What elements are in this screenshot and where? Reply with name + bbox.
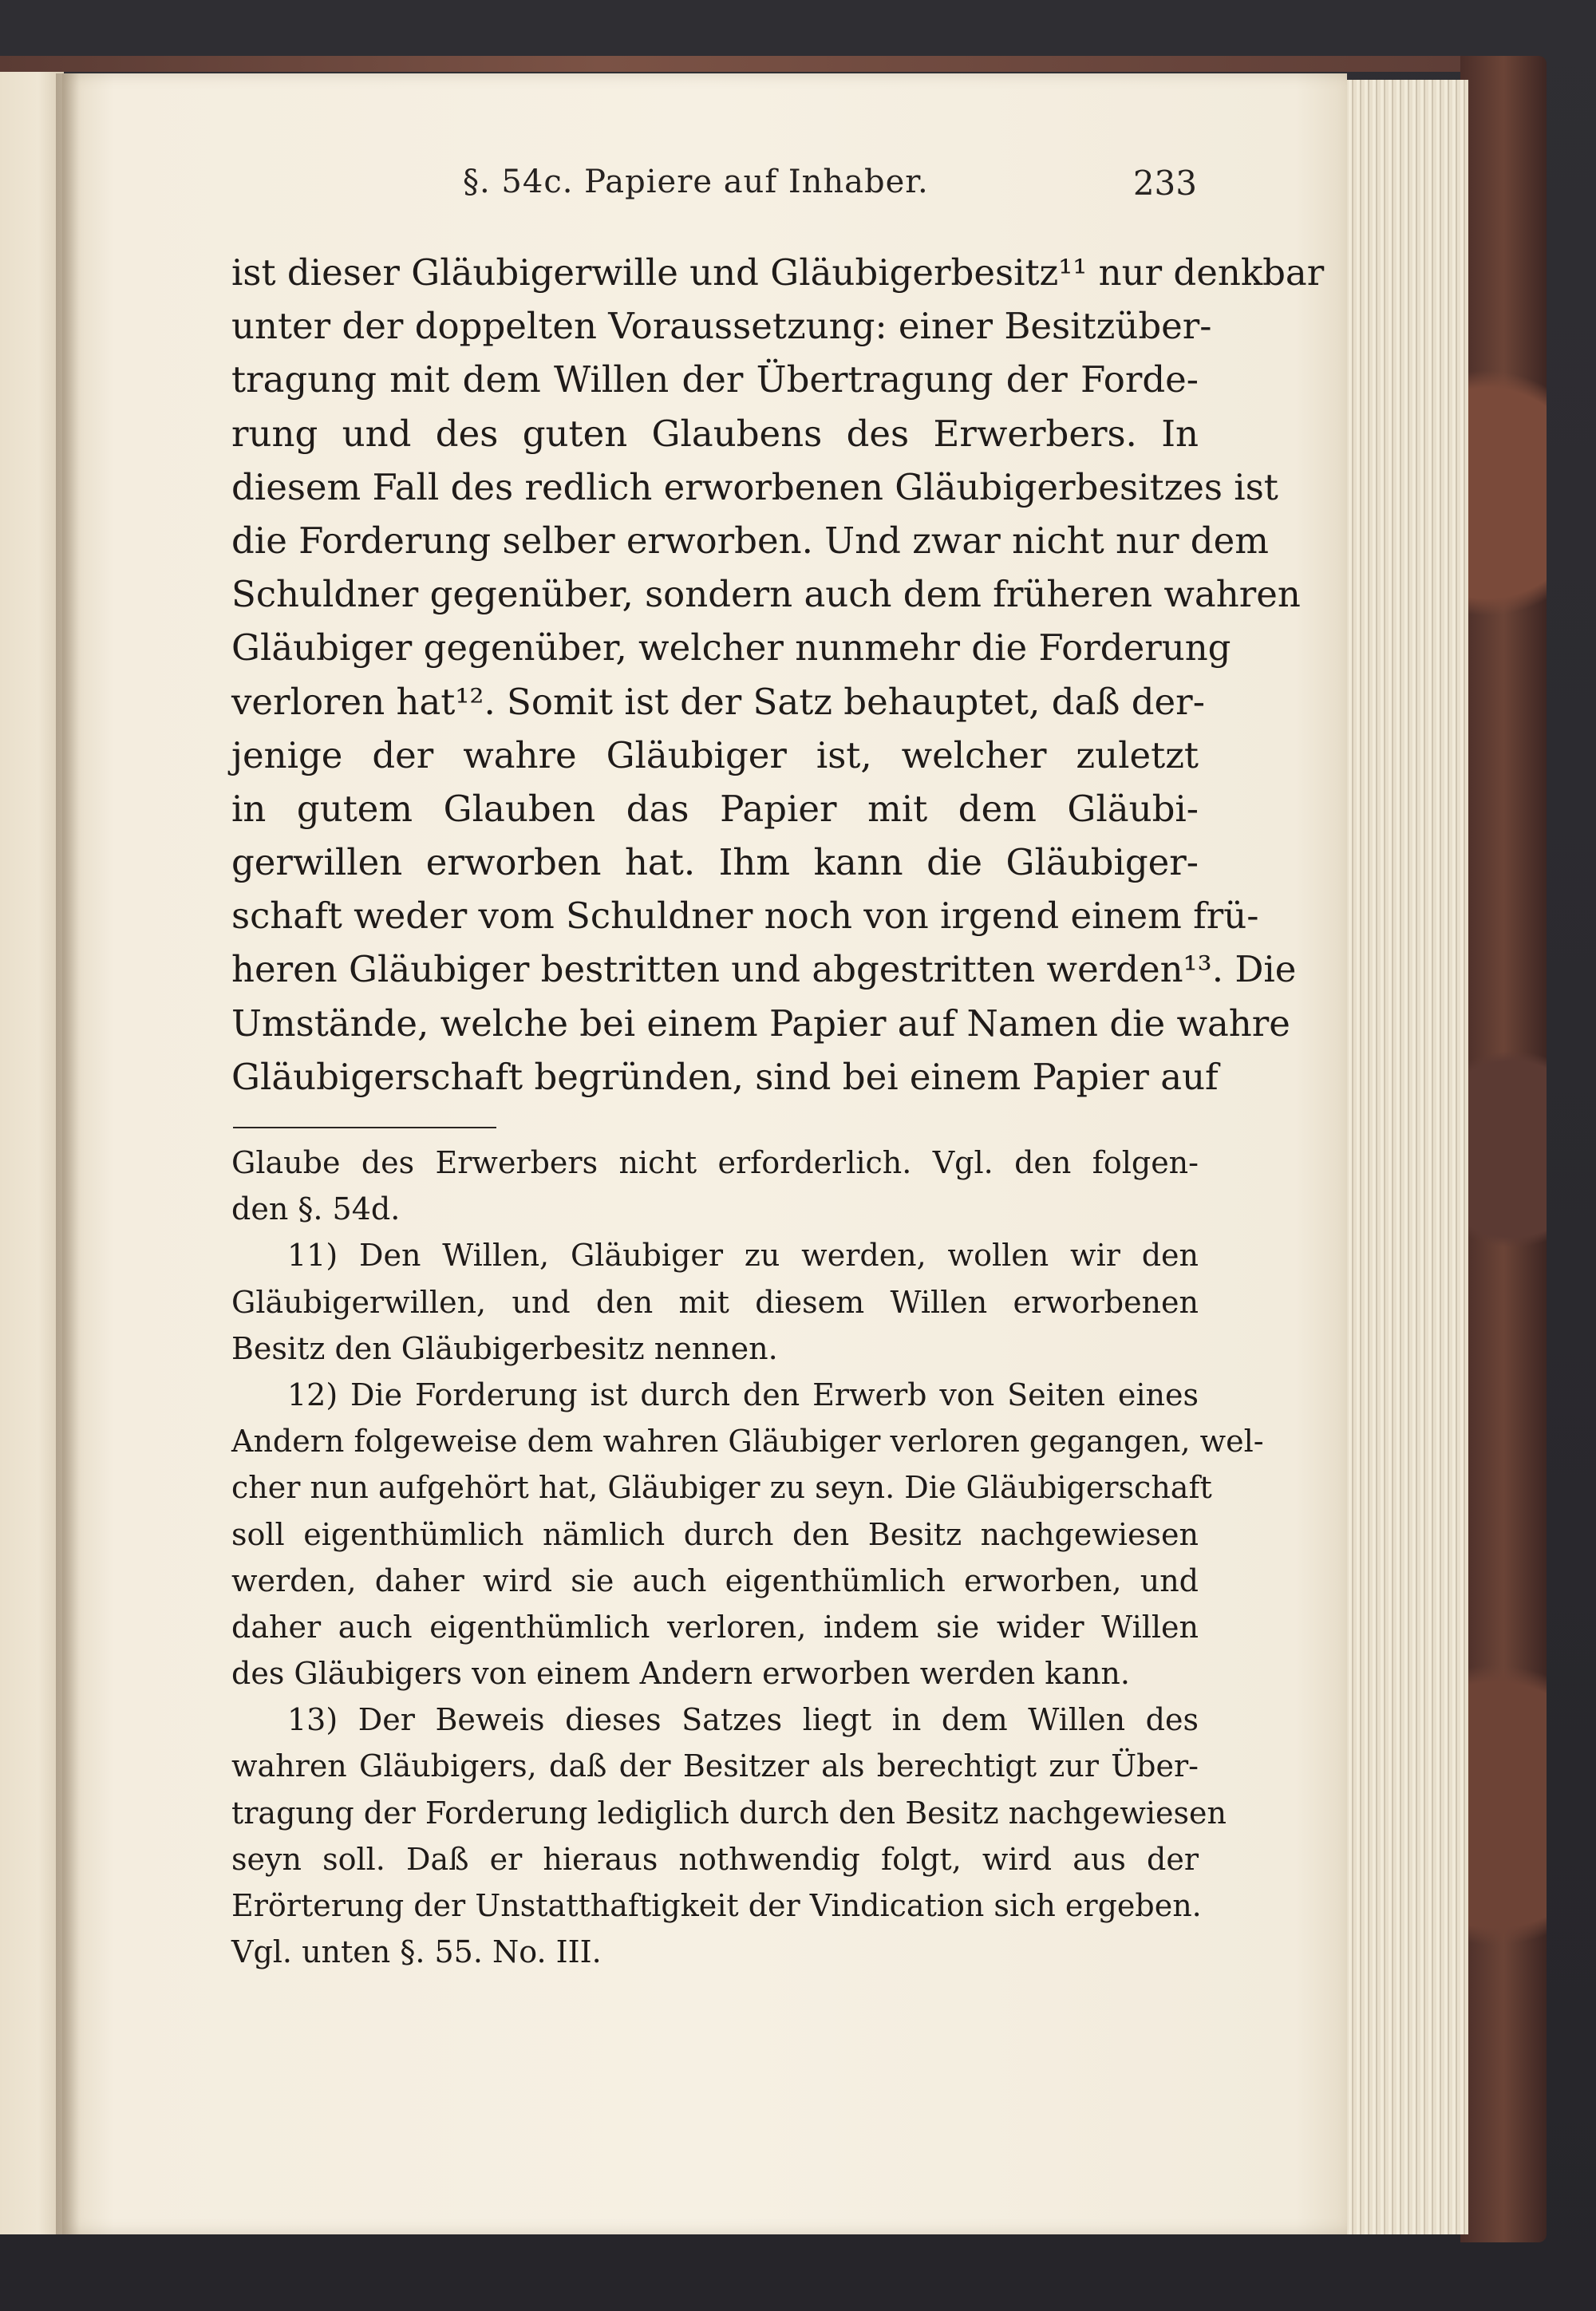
footnote-line: Besitz den Gläubigerbesitz nennen. [231, 1330, 778, 1366]
body-line: Gläubigerschaft begründen, sind bei einem Papier auf [231, 1055, 1219, 1098]
footnote-line: daher auch eigenthümlich verloren, indem sie wider Willen [231, 1609, 1199, 1645]
footnote-line: werden, daher wird sie auch eigenthümlich erworben, und [231, 1562, 1199, 1598]
footnote-line: des Gläubigers von einem Andern erworben werden kann. [231, 1656, 1130, 1692]
footnote-line: cher nun aufgehört hat, Gläubiger zu seyn. Die Gläubigerschaft [231, 1470, 1212, 1506]
book-cover-marbled-edge [1460, 56, 1547, 2242]
footnote-line: den §. 54d. [231, 1191, 401, 1227]
footnote-line: Andern folgeweise dem wahren Gläubiger verloren gegangen, wel- [231, 1424, 1264, 1460]
footnote-line: Gläubigerwillen, und den mit diesem Willen erworbenen [231, 1284, 1199, 1320]
body-line: jenige der wahre Gläubiger ist, welcher zuletzt [231, 733, 1199, 776]
footnote-11-line: 11) Den Willen, Gläubiger zu werden, wollen wir den [287, 1238, 1199, 1274]
gutter-shadow [56, 73, 80, 2234]
body-line: in gutem Glauben das Papier mit dem Gläubi- [231, 787, 1199, 830]
body-line: Umstände, welche bei einem Papier auf Namen die wahre [231, 1001, 1290, 1045]
body-line: ist dieser Gläubigerwille und Gläubigerbesitz¹¹ nur denkbar [231, 251, 1325, 294]
footnote-line: tragung der Forderung lediglich durch den Besitz nachgewiesen [231, 1795, 1227, 1831]
footnote-line: seyn soll. Daß er hieraus nothwendig folgt, wird aus der [231, 1841, 1199, 1877]
body-line: Schuldner gegenüber, sondern auch dem früheren wahren [231, 573, 1301, 616]
page-stack-edges [1341, 80, 1468, 2234]
facing-page-edge [0, 72, 64, 2234]
body-line: rung und des guten Glaubens des Erwerbers. In [231, 412, 1199, 455]
body-line: die Forderung selber erworben. Und zwar nicht nur dem [231, 519, 1269, 562]
body-line: tragung mit dem Willen der Übertragung der Forde- [231, 358, 1199, 401]
body-line: heren Gläubiger bestritten und abgestritten werden¹³. Die [231, 948, 1297, 991]
footnote-line: wahren Gläubigers, daß der Besitzer als berechtigt zur Über- [231, 1748, 1199, 1784]
footnote-line: Vgl. unten §. 55. No. III. [231, 1934, 602, 1970]
running-header [463, 164, 1197, 211]
body-line: Gläubiger gegenüber, welcher nunmehr die Forderung [231, 626, 1231, 670]
body-line: diesem Fall des redlich erworbenen Gläubigerbesitzes ist [231, 465, 1278, 508]
body-line: verloren hat¹². Somit ist der Satz behauptet, daß der- [231, 680, 1205, 723]
footnote-line: Erörterung der Unstatthaftigkeit der Vindication sich ergeben. [231, 1888, 1202, 1923]
body-line: unter der doppelten Voraussetzung: einer Besitzüber- [231, 305, 1212, 348]
footnotes-block [231, 1140, 1264, 1975]
page-number: 233 [1132, 164, 1197, 203]
body-line: gerwillen erworben hat. Ihm kann die Gläubiger- [231, 841, 1199, 884]
main-text-block [231, 246, 1325, 1104]
running-title: §. 54c. Papiere auf Inhaber. [463, 164, 929, 200]
footnote-separator-rule [233, 1127, 496, 1128]
footnote-12-line: 12) Die Forderung ist durch den Erwerb von Seiten eines [287, 1377, 1199, 1412]
body-line: schaft weder vom Schuldner noch von irgend einem frü- [231, 895, 1259, 938]
footnote-line: soll eigenthümlich nämlich durch den Besitz nachgewiesen [231, 1516, 1199, 1552]
footnote-13-line: 13) Der Beweis dieses Satzes liegt in dem Willen des [287, 1702, 1199, 1738]
footnote-line: Glaube des Erwerbers nicht erforderlich. Vgl. den folgen- [231, 1145, 1199, 1180]
book-cover-top-edge [0, 56, 1500, 72]
